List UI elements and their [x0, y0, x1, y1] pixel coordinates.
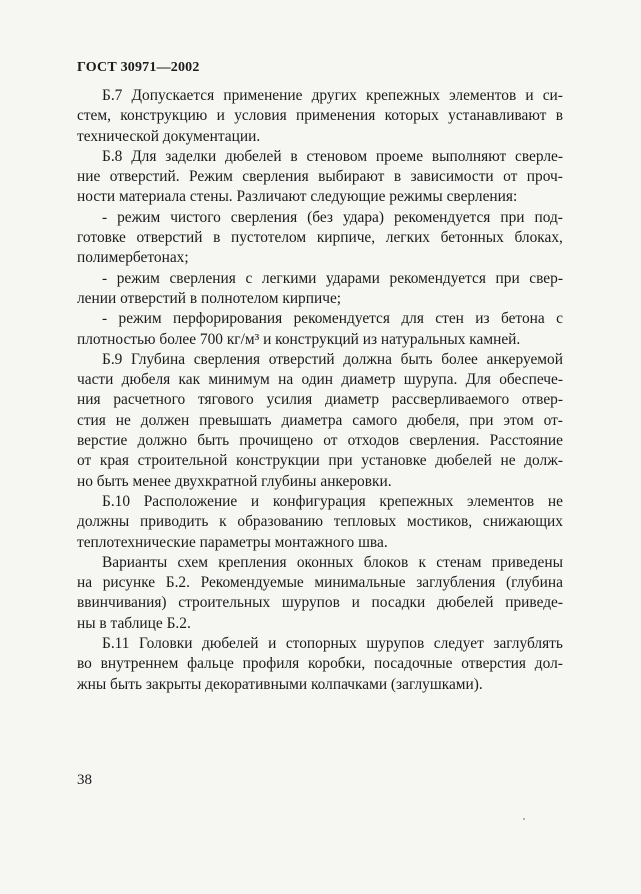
text-line: ние отверстий. Режим сверления выбирают в зависимости от проч- [77, 168, 563, 186]
text-line: на рисунке Б.2. Рекомендуемые минимальные заглубления (глубина [77, 574, 563, 592]
text-line: стем, конструкцию и условия применения которых устанавливают в [77, 107, 563, 125]
text-line: - режим чистого сверления (без удара) рекомендуется при под- [102, 208, 563, 226]
text-line: ввинчивания) строительных шурупов и посадки дюбелей приведе- [77, 594, 563, 612]
text-line: Б.11 Головки дюбелей и стопорных шурупов следует заглублять [102, 635, 563, 653]
text-line: части дюбеля как минимум на один диаметр шурупа. Для обеспече- [77, 371, 563, 389]
text-line: плотностью более 700 кг/м³ и конструкций из натуральных камней. [77, 330, 521, 348]
document-header: ГОСТ 30971—2002 [77, 60, 200, 75]
text-line: но быть менее двухкратной глубины анкеровки. [77, 472, 392, 490]
text-line: технической документации. [77, 127, 261, 145]
text-line: ния расчетного тягового усилия диаметр рассверливаемого отвер- [77, 391, 563, 409]
text-line: готовке отверстий в пустотелом кирпиче, легких бетонных блоках, [77, 229, 563, 247]
text-line: от края строительной конструкции при установке дюбелей не долж- [77, 452, 563, 470]
text-line: Б.10 Расположение и конфигурация крепежных элементов не [102, 492, 563, 510]
text-line: Б.9 Глубина сверления отверстий должна быть более анкеруемой [102, 350, 563, 368]
page-number: 38 [77, 772, 92, 788]
document-body [77, 86, 563, 695]
text-line: должны приводить к образованию тепловых мостиков, снижающих [77, 513, 563, 531]
text-line: полимербетонах; [77, 249, 189, 267]
text-line: ны в таблице Б.2. [77, 614, 191, 632]
text-line: во внутреннем фальце профиля коробки, посадочные отверстия дол- [77, 655, 563, 673]
scan-artifact [523, 818, 525, 820]
text-line: - режим сверления с легкими ударами рекомендуется при свер- [102, 269, 563, 287]
text-line: ности материала стены. Различают следующие режимы сверления: [77, 188, 518, 206]
text-line: - режим перфорирования рекомендуется для стен из бетона с [102, 310, 563, 328]
text-line: Б.7 Допускается применение других крепежных элементов и си- [102, 87, 563, 104]
text-line: жны быть закрыты декоративными колпачками (заглушками). [77, 675, 483, 693]
text-line: теплотехнические параметры монтажного шва. [77, 533, 388, 551]
text-line: Варианты схем крепления оконных блоков к стенам приведены [102, 553, 563, 571]
text-line: Б.8 Для заделки дюбелей в стеновом проеме выполняют сверле- [102, 147, 563, 165]
text-line: лении отверстий в полнотелом кирпиче; [77, 289, 342, 307]
text-line: верстие должно быть прочищено от отходов сверления. Расстояние [77, 432, 563, 450]
text-line: стия не должен превышать диаметра самого дюбеля, при этом от- [77, 411, 563, 429]
